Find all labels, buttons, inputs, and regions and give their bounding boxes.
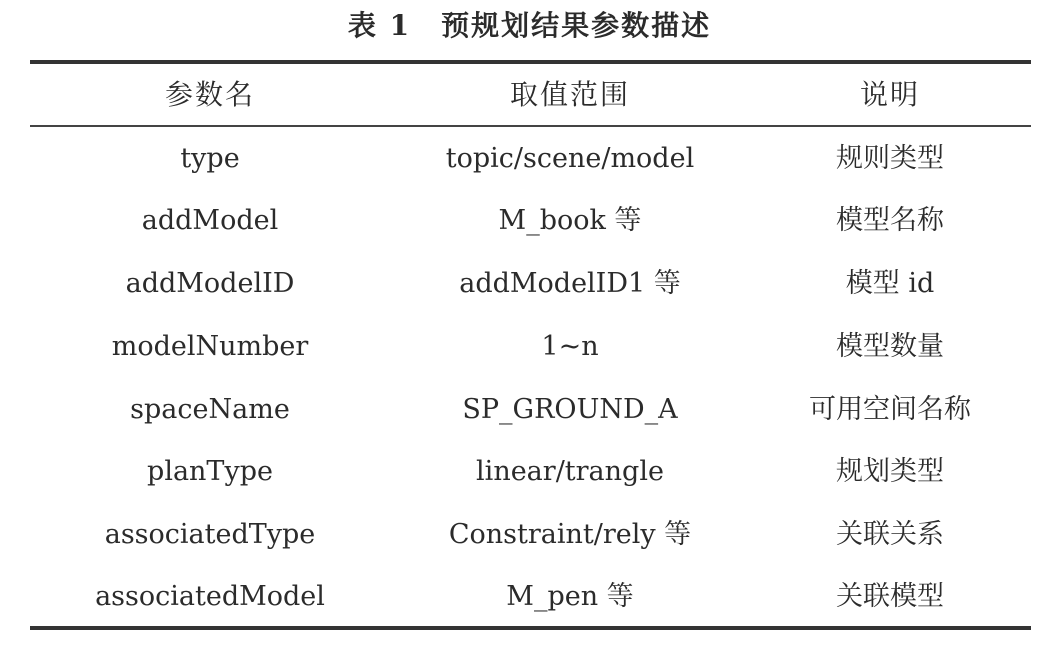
- description-cell: 模型 id: [845, 268, 935, 299]
- table-number: 表 1: [347, 9, 412, 42]
- description-cell: 模型名称: [836, 205, 944, 236]
- table-bottom-rule: [30, 626, 1031, 630]
- table-row: [0, 441, 1059, 503]
- description-cell: 关联模型: [836, 581, 944, 612]
- description-cell: 可用空间名称: [809, 394, 971, 425]
- value-range-cell: 1~n: [541, 331, 599, 362]
- value-range-cell: M_pen 等: [506, 581, 634, 612]
- description-cell: 模型数量: [836, 331, 944, 362]
- value-range-cell: M_book 等: [498, 205, 642, 236]
- table-header-rule: [30, 125, 1031, 127]
- table-row: [0, 504, 1059, 566]
- value-range-cell: topic/scene/model: [445, 143, 695, 174]
- table-title: 预规划结果参数描述: [441, 9, 712, 42]
- table-caption: [0, 6, 1059, 46]
- param-name-cell: associatedType: [104, 519, 316, 550]
- param-name-cell: addModel: [141, 205, 279, 236]
- description-cell: 关联关系: [836, 519, 944, 550]
- description-cell: 规划类型: [836, 456, 944, 487]
- header-value-range: 取值范围: [509, 78, 630, 111]
- table-row: [0, 379, 1059, 441]
- value-range-cell: linear/trangle: [476, 456, 664, 487]
- param-name-cell: modelNumber: [111, 331, 309, 362]
- value-range-cell: addModelID1 等: [459, 268, 681, 299]
- value-range-cell: Constraint/rely 等: [448, 519, 692, 550]
- param-name-cell: type: [180, 143, 240, 174]
- description-cell: 规则类型: [836, 143, 944, 174]
- table-row: [0, 566, 1059, 628]
- param-name-cell: associatedModel: [95, 581, 325, 612]
- table-row: [0, 316, 1059, 378]
- param-name-cell: planType: [147, 456, 273, 487]
- param-name-cell: addModelID: [125, 268, 295, 299]
- header-param-name: 参数名: [164, 78, 255, 111]
- table-row: [0, 253, 1059, 315]
- table-row: [0, 190, 1059, 252]
- param-name-cell: spaceName: [130, 394, 290, 425]
- value-range-cell: SP_GROUND_A: [462, 394, 678, 425]
- table-header-row: [0, 64, 1059, 126]
- header-description: 说明: [859, 78, 920, 111]
- table-row: [0, 128, 1059, 190]
